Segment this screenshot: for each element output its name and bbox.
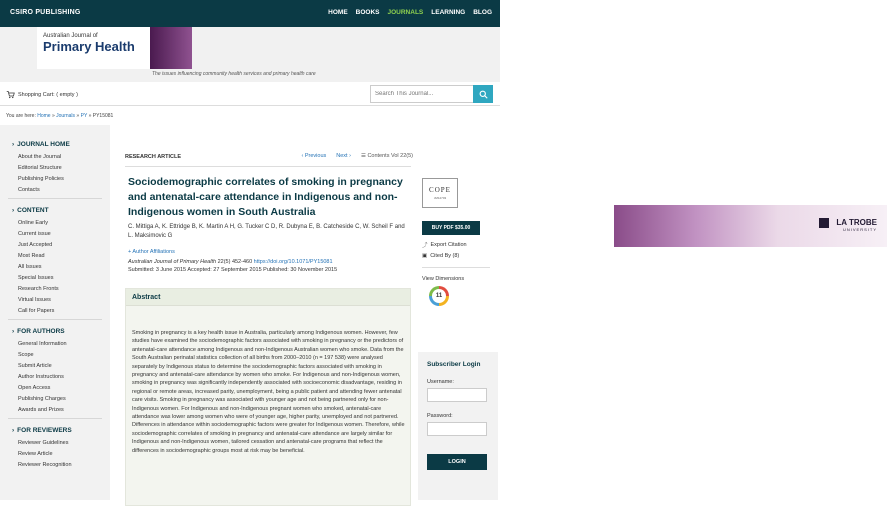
article-citation [128, 258, 418, 274]
password-field[interactable] [427, 422, 487, 436]
sidebar-item-research-fronts[interactable]: Research Fronts [18, 286, 59, 292]
top-navbar [0, 0, 500, 27]
login-heading: Subscriber Login [427, 361, 481, 368]
chevron-left-icon: ‹ [301, 153, 305, 159]
article-authors[interactable]: C. Mittiga A, K. Ettridge B, K. Martin A H, G. Tucker C D, R. Dubyna E, B. Catcheside C, W. Scheil F and L. Maksimovic G [128, 224, 405, 239]
breadcrumb-journals[interactable]: Journals [56, 113, 76, 119]
sidebar-section-title: FOR AUTHORS [17, 328, 65, 335]
breadcrumb-sep: » [75, 113, 81, 119]
sidebar-item-review-article[interactable]: Review Article [18, 451, 53, 457]
chevron-right-icon: › [12, 141, 15, 148]
sidebar-item-reviewer-guidelines[interactable]: Reviewer Guidelines [18, 440, 69, 446]
next-article-link[interactable] [336, 153, 351, 159]
chevron-right-icon: › [347, 153, 351, 159]
breadcrumb-sep: » [50, 113, 57, 119]
abstract-section [125, 288, 411, 506]
cart-label: Shopping Cart: ( empty ) [18, 91, 78, 98]
dimensions-badge[interactable] [429, 286, 449, 306]
breadcrumb [6, 113, 113, 119]
sidebar-item-just-accepted[interactable]: Just Accepted [18, 242, 53, 248]
list-icon: ☰ [360, 153, 368, 159]
sidebar-item-reviewer-recognition[interactable]: Reviewer Recognition [18, 462, 72, 468]
sidebar-item-scope[interactable]: Scope [18, 352, 34, 358]
article-type: RESEARCH ARTICLE [125, 154, 182, 160]
shopping-cart-link[interactable] [6, 90, 78, 99]
previous-article-link[interactable] [302, 153, 327, 159]
issue-contents-link[interactable] [361, 153, 413, 159]
journal-title-line2: Primary Health [43, 39, 135, 54]
nav-books[interactable]: BOOKS [355, 9, 380, 16]
abstract-text: Smoking in pregnancy is a key health issue in Australia, particularly among Indigenous women. However, few studies have examined the sociodemographic factors associated with smoking in pregnancy or the predictors of antenatal-care attendance among Indigenous and non-Indigenous Australian women who smoke. Data from the South Australian perinatal statistics collection of all births from 2000–2010 (n = 197 538) were analysed separately by Indigenous status to determine the sociodemographic factors associated with smoking in pregnancy and antenatal-care attendance by women who smoke. For Indigenous and non-Indigenous women, smoking in pregnancy was significantly independently associated with socioeconomic disadvantage, residing in regional or remote areas, increased parity, unemployment, being a public patient and attending fewer antenatal care visits. Smoking in pregnancy was associated with younger age and not being partnered only for non-Indigenous women. For Indigenous and non-Indigenous pregnant women who smoked, antenatal-care attendance was lower among women who were of younger age, higher parity, unemployed and not partnered. Differences in attendance within sociodemographic factors were greater for Indigenous women. Therefore, while sociodemographic correlates of smoking in pregnancy and antenatal-care attendance are largely similar for Indigenous and non-Indigenous women, tailored cessation and antenatal-care programs that reflect the differences in sociodemographic groups most at risk may be beneficial. [132, 330, 405, 454]
banner-gradient [614, 205, 887, 247]
nav-home[interactable]: HOME [328, 9, 348, 16]
next-label: Next [336, 153, 348, 159]
sidebar-item-policies[interactable]: Publishing Policies [18, 176, 64, 182]
search-button[interactable] [473, 85, 493, 103]
export-citation-link[interactable] [422, 241, 492, 249]
subscriber-login-panel [418, 352, 498, 500]
sidebar-section-title: CONTENT [17, 207, 49, 214]
sidebar-item-all-issues[interactable]: All Issues [18, 264, 42, 270]
university-logo-icon [819, 218, 829, 228]
password-label: Password: [427, 413, 453, 419]
sidebar-section-journal-home[interactable] [0, 131, 110, 151]
article-dates: Submitted: 3 June 2015 Accepted: 27 September 2015 Published: 30 November 2015 [128, 267, 338, 273]
sidebar-item-call-for-papers[interactable]: Call for Papers [18, 308, 55, 314]
citation-journal: Australian Journal of Primary Health [128, 259, 217, 265]
cited-by-link[interactable] [422, 253, 492, 259]
university-logo [836, 218, 877, 232]
article-nav [302, 153, 414, 159]
breadcrumb-py[interactable]: PY [80, 113, 88, 119]
cope-logo[interactable] [422, 178, 458, 208]
breadcrumb-home[interactable]: Home [37, 113, 51, 119]
divider [125, 166, 411, 167]
article-title: Sociodemographic correlates of smoking in pregnancy and antenatal-care attendance in Indigenous and non-Indigenous women in South Australia [128, 176, 403, 218]
dimensions-count: 11 [432, 289, 446, 303]
login-button[interactable]: LOGIN [427, 454, 487, 470]
export-icon: ⤴ [422, 243, 428, 249]
sidebar-item-publishing-charges[interactable]: Publishing Charges [18, 396, 66, 402]
top-nav [328, 9, 492, 16]
right-panel [422, 178, 492, 306]
sidebar-item-open-access[interactable]: Open Access [18, 385, 51, 391]
journal-tagline: The issues influencing community health services and primary health care [152, 71, 316, 77]
sidebar-section-for-reviewers[interactable] [0, 419, 110, 437]
sidebar-item-virtual-issues[interactable]: Virtual Issues [18, 297, 51, 303]
sidebar-section-title: JOURNAL HOME [17, 141, 70, 148]
sidebar-item-current-issue[interactable]: Current issue [18, 231, 51, 237]
sidebar-item-author-instructions[interactable]: Author Instructions [18, 374, 64, 380]
sidebar-item-general-info[interactable]: General Information [18, 341, 67, 347]
breadcrumb-prefix: You are here: [6, 113, 38, 119]
cope-text: COPE [429, 186, 451, 194]
sidebar-item-editorial[interactable]: Editorial Structure [18, 165, 62, 171]
publisher-logo[interactable]: CSIRO PUBLISHING [10, 9, 81, 16]
cart-icon [6, 90, 15, 99]
sidebar-section-for-authors[interactable] [0, 320, 110, 338]
dimensions-title: View Dimensions [422, 276, 465, 282]
chevron-right-icon: › [12, 427, 15, 434]
username-field[interactable] [427, 388, 487, 402]
export-label: Export Citation [430, 242, 467, 248]
nav-journals[interactable]: JOURNALS [387, 9, 424, 16]
sidebar-item-special-issues[interactable]: Special Issues [18, 275, 54, 281]
cited-icon: ▣ [422, 253, 428, 259]
doi-link[interactable]: https://doi.org/10.1071/PY15081 [253, 259, 333, 265]
abstract-heading: Abstract [126, 289, 410, 306]
citation-volume: 22(5) 452-460 [216, 259, 254, 265]
breadcrumb-current: PY15081 [92, 113, 114, 119]
sidebar-item-awards[interactable]: Awards and Prizes [18, 407, 64, 413]
sidebar-item-about[interactable]: About the Journal [18, 154, 62, 160]
banner-graphic [150, 27, 192, 69]
username-label: Username: [427, 379, 454, 385]
cited-label: Cited By (8) [430, 253, 460, 259]
chevron-right-icon: › [12, 328, 15, 335]
sidebar [0, 125, 110, 500]
nav-learning[interactable]: LEARNING [431, 9, 466, 16]
breadcrumb-sep: » [87, 113, 93, 119]
cope-sub: JM12703 [433, 196, 447, 200]
divider [422, 267, 490, 268]
journal-title-block [37, 27, 150, 69]
buy-pdf-button[interactable]: BUY PDF $35.00 [422, 221, 480, 235]
sidebar-item-contacts[interactable]: Contacts [18, 187, 40, 193]
sidebar-item-online-early[interactable]: Online Early [18, 220, 48, 226]
university-name: LA TROBE [836, 218, 877, 227]
search-icon [479, 90, 488, 99]
journal-title-line1: Australian Journal of [43, 33, 98, 39]
sidebar-item-submit-article[interactable]: Submit Article [18, 363, 52, 369]
sidebar-section-content[interactable] [0, 199, 110, 217]
cart-search-bar [0, 82, 500, 106]
contents-label: Contents Vol 22(5) [367, 153, 413, 159]
sidebar-item-most-read[interactable]: Most Read [18, 253, 45, 259]
previous-label: Previous [304, 153, 327, 159]
search-input[interactable] [370, 85, 473, 103]
chevron-right-icon: › [12, 207, 15, 214]
university-sub: UNIVERSITY [842, 227, 877, 232]
nav-blog[interactable]: BLOG [473, 9, 492, 16]
sidebar-section-title: FOR REVIEWERS [17, 427, 72, 434]
author-affiliations-toggle[interactable]: + Author Affiliations [128, 249, 175, 255]
